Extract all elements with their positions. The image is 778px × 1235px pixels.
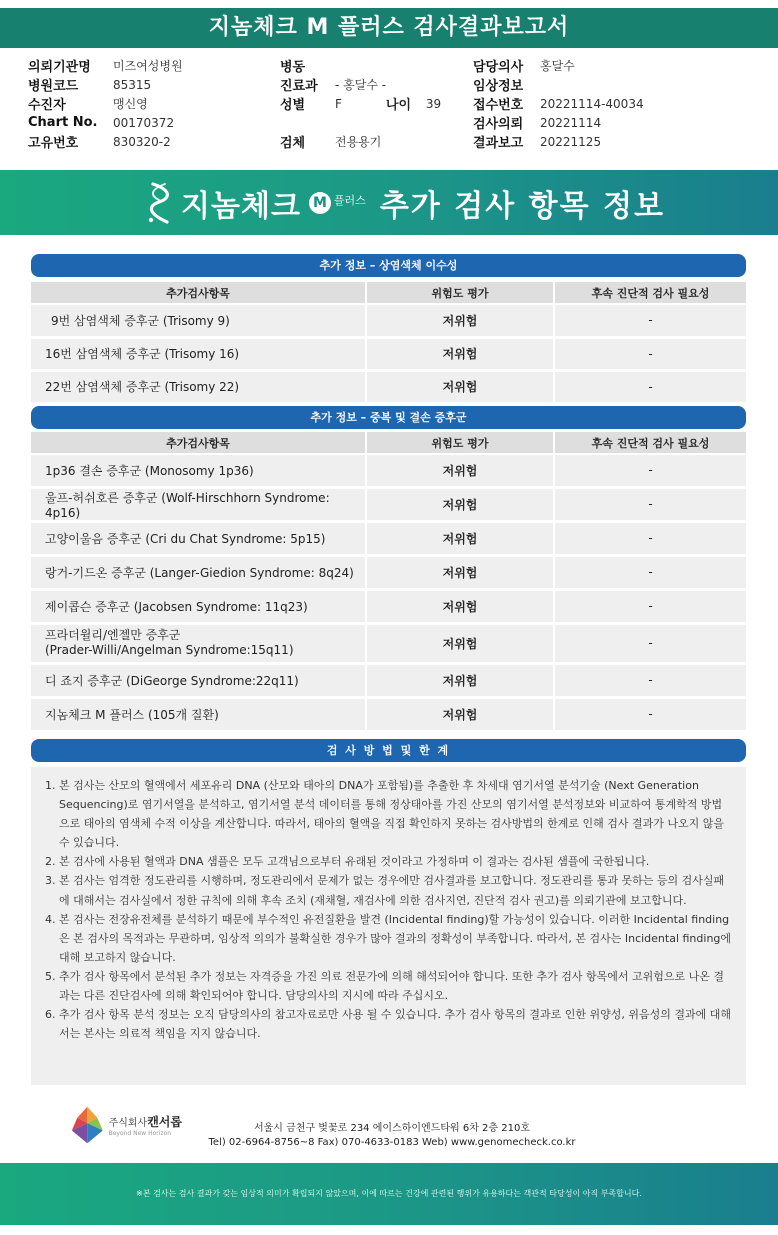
info-value: 830320-2 [113, 134, 171, 149]
info-row [28, 132, 183, 151]
patient-info-col3 [473, 56, 644, 151]
info-value: 맹신영 [113, 97, 148, 111]
info-value: 홍달수 [540, 59, 575, 73]
info-row [473, 75, 644, 94]
methods-title: 검 사 방 법 및 한 계 [31, 739, 746, 762]
table-row [31, 589, 746, 623]
followup-value: - [554, 697, 746, 731]
info-label: 담당의사 [473, 60, 524, 75]
info-value: F [335, 96, 342, 111]
item-name: 지놈체크 M 플러스 (105개 질환) [31, 697, 366, 731]
item-name: 디 죠지 증후군 (DiGeorge Syndrome:22q11) [31, 663, 366, 697]
info-row [280, 132, 441, 151]
info-row [28, 94, 183, 113]
company-logo-icon [70, 1103, 105, 1147]
info-label: 임상정보 [473, 79, 524, 94]
info-label: 접수번호 [473, 98, 524, 113]
methods-item [45, 776, 732, 852]
info-row [473, 113, 644, 132]
info-value: 20221114-40034 [540, 96, 644, 111]
risk-value: 저위험 [366, 589, 554, 623]
followup-value: - [554, 454, 746, 487]
section2-table [31, 432, 746, 733]
header-followup: 후속 진단적 검사 필요성 [554, 432, 746, 454]
table-row [31, 487, 746, 521]
methods-item-number: 2. [45, 855, 56, 869]
company-tagline: Beyond New Horizon [108, 1130, 172, 1137]
info-value: 전용용기 [335, 135, 382, 149]
followup-value: - [554, 555, 746, 589]
company-prefix: 주식회사 [108, 1118, 148, 1129]
methods-item-number: 6. [45, 1008, 56, 1022]
info-value: 85315 [113, 77, 152, 92]
risk-value: 저위험 [366, 454, 554, 487]
age-value: 39 [425, 96, 442, 111]
info-label: 진료과 [280, 79, 318, 94]
item-name: 제이콥슨 증후군 (Jacobsen Syndrome: 11q23) [31, 589, 366, 623]
footer-address: 서울시 금천구 벚꽃로 234 에이스하이엔드타워 6차 2층 210호 [253, 1123, 530, 1134]
info-value: 20221125 [540, 134, 602, 149]
info-label: 병원코드 [28, 79, 79, 94]
methods-item-text: 본 검사는 산모의 혈액에서 세포유리 DNA (산모와 태아의 DNA가 포함됨)를 추출한 후 차세대 염기서열 분석기술 (Next Generation Sequencing)로 염기서열을 분석하고, 염기서열 분석 데이터를 통해 정상태아를 가진 산모의 염기서열 분석정보와 비교하여 통계학적 방법으로 태아의 염색체 수적 이상을 계산합니다. 따라서, 태아의 혈액을 직접 확인하지 못하는 검사방법의 한계로 인해 검사 결과가 나오지 않을 수 있습니다. [59, 779, 724, 850]
header-risk: 위험도 평가 [366, 282, 554, 304]
methods-item-number: 1. [45, 779, 56, 792]
report-title: 지놈체크 M 플러스 검사결과보고서 [0, 8, 778, 48]
info-label: 결과보고 [473, 136, 524, 151]
info-value: 00170372 [113, 115, 175, 130]
company-logo [70, 1100, 182, 1150]
methods-item-number: 5. [45, 969, 56, 983]
banner-headline: 추가 검사 항목 정보 [379, 188, 665, 224]
age-label: 나이 [385, 98, 412, 113]
footer-contact: Tel) 02-6964-8756~8 Fax) 070-4633-0183 Web) www.genomecheck.co.kr [208, 1137, 576, 1148]
info-label: 병동 [280, 60, 306, 75]
methods-item-text: 추가 검사 항목에서 분석된 추가 정보는 자격증을 가진 의료 전문가에 의해 해석되어야 합니다. 또한 추가 검사 항목에서 고위험으로 나온 결과는 다른 진단검사에 의해 확인되어야 합니다. 담당의사의 지시에 따라 주십시오. [59, 969, 724, 1003]
table-row [31, 454, 746, 487]
section1-title: 추가 정보 – 상염색체 이수성 [31, 254, 746, 277]
banner-brand: 지놈체크 [181, 188, 301, 224]
table-row [31, 623, 746, 663]
company-name [109, 1113, 182, 1130]
header-risk: 위험도 평가 [366, 432, 554, 454]
methods-item-number: 3. [45, 874, 56, 888]
risk-value: 저위험 [366, 304, 554, 337]
risk-value: 저위험 [366, 697, 554, 731]
followup-value: - [554, 304, 746, 337]
table-header-row [31, 282, 746, 304]
info-row [280, 94, 441, 113]
info-row [473, 94, 644, 113]
info-row [473, 56, 644, 75]
info-label: 의뢰기관명 [28, 60, 91, 75]
risk-value: 저위험 [366, 555, 554, 589]
methods-item [45, 871, 732, 909]
followup-value: - [554, 487, 746, 521]
info-row [280, 75, 441, 94]
info-row [280, 113, 441, 132]
footer-disclaimer: ※본 검사는 검사 결과가 갖는 임상적 의미가 확립되지 않았으며, 이에 따르는 건강에 관련된 행위가 유용하다는 객관적 타당성이 아직 부족합니다. [0, 1163, 778, 1225]
banner-logo [145, 170, 665, 235]
info-label: 검사의뢰 [473, 117, 524, 132]
methods-item-text: 추가 검사 항목 분석 정보는 오직 담당의사의 참고자료로만 사용 될 수 있습니다. 추가 검사 항목의 결과로 인한 위양성, 위음성의 결과에 대해서는 본사는 의료적 책임을 지지 않습니다. [59, 1008, 731, 1041]
followup-value: - [554, 663, 746, 697]
header-item: 추가검사항목 [31, 432, 366, 454]
followup-value: - [554, 370, 746, 403]
table-row [31, 521, 746, 555]
risk-value: 저위험 [366, 521, 554, 555]
banner [0, 170, 778, 235]
methods-item-text: 본 검사는 전장유전체를 분석하기 때문에 부수적인 유전질환을 발견 (Incidental finding)할 가능성이 있습니다. 이러한 Incidental finding은 본 검사의 목적과는 무관하며, 임상적 의의가 불확실한 경우가 많아 결과의 정확성이 부족합니다. 따라서, 본 검사는 Incidental finding에 대해 보고하지 않습니다. [59, 912, 732, 964]
item-name-line2: (Prader-Willi/Angelman Syndrome:15q11) [45, 643, 294, 657]
followup-value: - [554, 521, 746, 555]
company-brand: 캔서롭 [147, 1115, 182, 1129]
item-name: 16번 삼염색체 증후군 (Trisomy 16) [31, 337, 366, 370]
dna-helix-icon [145, 180, 175, 226]
item-name: 9번 삼염색체 증후군 (Trisomy 9) [31, 304, 366, 337]
section1-table [31, 282, 746, 405]
methods-item-text: 본 검사에 사용된 혈액과 DNA 샘플은 모두 고객님으로부터 유래된 것이라고 가정하며 이 결과는 검사된 샘플에 국한됩니다. [59, 855, 650, 869]
info-row [28, 75, 183, 94]
section2-title: 추가 정보 – 중복 및 결손 증후군 [31, 406, 746, 429]
info-value: - 홍달수 - [335, 78, 387, 92]
info-row [473, 132, 644, 151]
methods-item [45, 852, 732, 871]
table-header-row [31, 432, 746, 454]
item-name: 22번 삼염색체 증후군 (Trisomy 22) [31, 370, 366, 403]
banner-plus: 플러스 [333, 193, 366, 207]
info-label: 수진자 [28, 98, 66, 113]
methods-item [45, 967, 732, 1005]
company-text [109, 1113, 182, 1137]
item-name: 울프-허쉬호른 증후군 (Wolf-Hirschhorn Syndrome: 4p16) [31, 487, 366, 521]
m-badge: M [309, 192, 331, 214]
methods-item-number: 4. [45, 912, 56, 926]
header-item: 추가검사항목 [31, 282, 366, 304]
methods-item-text: 본 검사는 엄격한 정도관리를 시행하며, 정도관리에서 문제가 없는 경우에만 검사결과를 보고합니다. 정도관리를 통과 못하는 등의 검사실패에 대해서는 검사실에서 정한 규칙에 의해 후속 조치 (재채혈, 재검사에 의한 검사지연, 진단적 검사 권고)를 의뢰기관에 보고합니다. [59, 874, 725, 907]
header-followup: 후속 진단적 검사 필요성 [554, 282, 746, 304]
table-row [31, 663, 746, 697]
risk-value: 저위험 [366, 487, 554, 521]
table-row [31, 337, 746, 370]
info-row [280, 56, 441, 75]
risk-value: 저위험 [366, 663, 554, 697]
item-name: 고양이울음 증후군 (Cri du Chat Syndrome: 5p15) [31, 521, 366, 555]
patient-info-col2 [280, 56, 441, 151]
info-label: 성별 [280, 98, 306, 113]
info-row [28, 113, 183, 132]
methods-box [31, 767, 746, 1085]
info-label: 고유번호 [28, 136, 79, 151]
info-value: 20221114 [540, 115, 602, 130]
followup-value: - [554, 623, 746, 663]
item-name [31, 623, 366, 663]
followup-value: - [554, 589, 746, 623]
methods-item [45, 1005, 732, 1043]
risk-value: 저위험 [366, 370, 554, 403]
followup-value: - [554, 337, 746, 370]
risk-value: 저위험 [366, 623, 554, 663]
risk-value: 저위험 [366, 337, 554, 370]
info-row [28, 56, 183, 75]
item-name: 랑거-기드온 증후군 (Langer-Giedion Syndrome: 8q24) [31, 555, 366, 589]
item-name: 1p36 결손 증후군 (Monosomy 1p36) [31, 454, 366, 487]
info-label: 검체 [280, 136, 306, 151]
item-name-line1: 프라더윌리/엔젤만 증후군 [45, 628, 181, 642]
info-label: Chart No. [28, 115, 98, 130]
table-row [31, 555, 746, 589]
table-row [31, 304, 746, 337]
patient-info-col1 [28, 56, 183, 151]
info-value: 미즈여성병원 [113, 59, 183, 73]
table-row [31, 370, 746, 403]
methods-item [45, 910, 732, 967]
table-row [31, 697, 746, 731]
